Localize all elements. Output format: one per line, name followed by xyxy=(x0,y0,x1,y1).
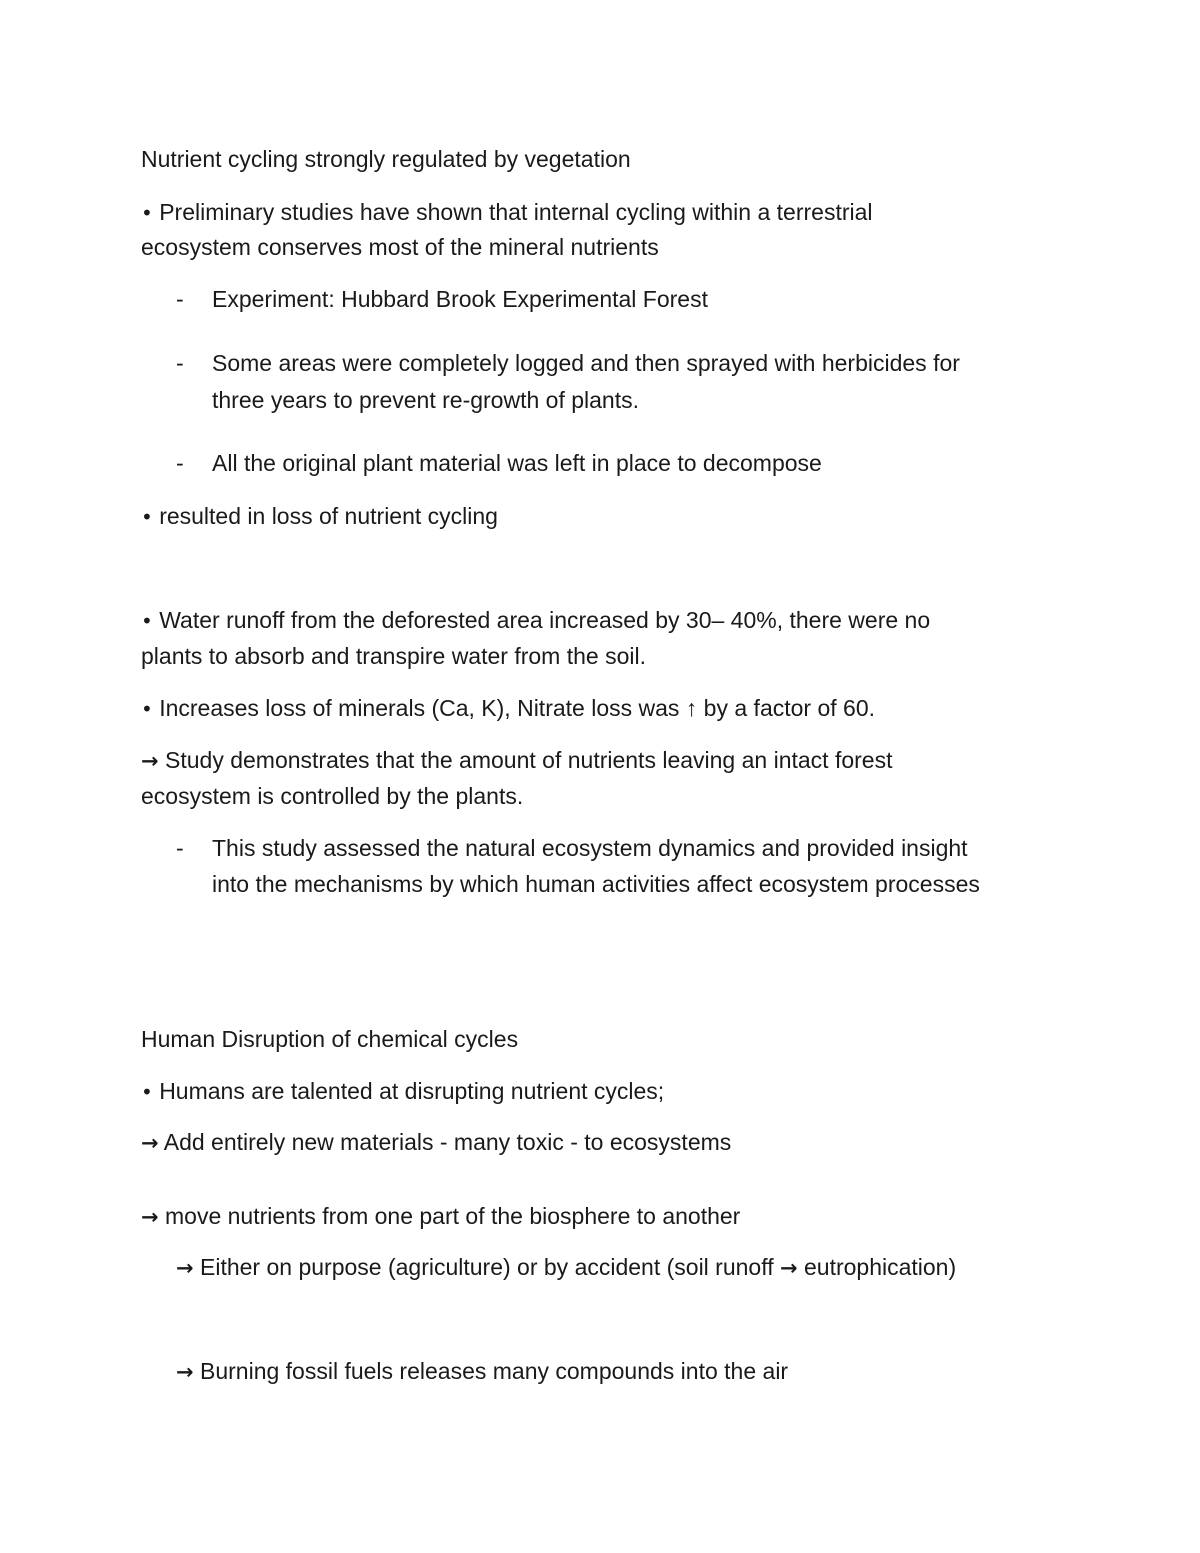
paragraph-text: Increases loss of minerals (Ca, K), Nitrate loss was ↑ by a factor of 60. xyxy=(159,695,876,721)
heading-text: Human Disruption of chemical cycles xyxy=(141,1026,519,1052)
bullet-icon: • xyxy=(141,505,153,529)
arrow-subitem xyxy=(176,1353,788,1390)
list-item-text: into the mechanisms by which human activities affect ecosystem processes xyxy=(212,871,980,897)
arrow-right-icon: → xyxy=(141,1205,159,1229)
arrow-right-icon: → xyxy=(779,1256,798,1280)
bullet-paragraph xyxy=(141,1073,664,1110)
arrow-subitem xyxy=(176,1249,956,1286)
arrow-paragraph xyxy=(141,1124,731,1161)
list-item-text: Experiment: Hubbard Brook Experimental Forest xyxy=(212,286,708,312)
section-heading xyxy=(141,141,631,177)
bullet-icon: • xyxy=(141,697,153,721)
arrow-right-icon: → xyxy=(176,1256,194,1280)
dash-icon: - xyxy=(176,835,184,861)
paragraph-text: ecosystem is controlled by the plants. xyxy=(141,783,524,809)
arrow-right-icon: → xyxy=(141,749,159,773)
bullet-icon: • xyxy=(141,201,153,225)
bullet-paragraph xyxy=(141,690,875,727)
bullet-paragraph xyxy=(141,194,873,231)
bullet-paragraph xyxy=(141,602,930,639)
paragraph-text: eutrophication) xyxy=(803,1254,957,1280)
paragraph-text: Either on purpose (agriculture) or by accident (soil runoff xyxy=(200,1254,774,1280)
paragraph-text: Study demonstrates that the amount of nutrients leaving an intact forest xyxy=(165,747,893,773)
paragraph-text: Preliminary studies have shown that internal cycling within a terrestrial xyxy=(159,199,873,225)
paragraph-text: ecosystem conserves most of the mineral nutrients xyxy=(141,234,659,260)
paragraph-continuation xyxy=(141,778,523,814)
paragraph-text: plants to absorb and transpire water from the soil. xyxy=(141,643,646,669)
bullet-paragraph xyxy=(141,498,498,535)
dash-icon: - xyxy=(176,350,184,376)
paragraph-text: Water runoff from the deforested area increased by 30– 40%, there were no xyxy=(159,607,931,633)
paragraph-text: move nutrients from one part of the biosphere to another xyxy=(165,1203,741,1229)
arrow-paragraph xyxy=(141,742,892,779)
arrow-right-icon: → xyxy=(176,1360,194,1384)
paragraph-continuation xyxy=(141,229,659,265)
paragraph-text: Burning fossil fuels releases many compounds into the air xyxy=(200,1358,789,1384)
paragraph-text: Add entirely new materials - many toxic - to ecosystems xyxy=(163,1129,732,1155)
list-item-text: three years to prevent re-growth of plants. xyxy=(212,387,639,413)
paragraph-text: resulted in loss of nutrient cycling xyxy=(159,503,498,529)
paragraph-text: Humans are talented at disrupting nutrient cycles; xyxy=(159,1078,665,1104)
heading-text: Nutrient cycling strongly regulated by vegetation xyxy=(141,146,631,172)
list-item-text: Some areas were completely logged and then sprayed with herbicides for xyxy=(212,350,960,376)
bullet-icon: • xyxy=(141,609,153,633)
list-item-text: This study assessed the natural ecosystem dynamics and provided insight xyxy=(212,835,968,861)
dash-icon: - xyxy=(176,286,184,312)
arrow-right-icon: → xyxy=(141,1131,159,1155)
dash-icon: - xyxy=(176,450,184,476)
section-heading xyxy=(141,1021,518,1057)
bullet-icon: • xyxy=(141,1080,153,1104)
paragraph-continuation xyxy=(141,638,646,674)
arrow-paragraph xyxy=(141,1198,740,1235)
list-item-text: All the original plant material was left in place to decompose xyxy=(212,450,822,476)
